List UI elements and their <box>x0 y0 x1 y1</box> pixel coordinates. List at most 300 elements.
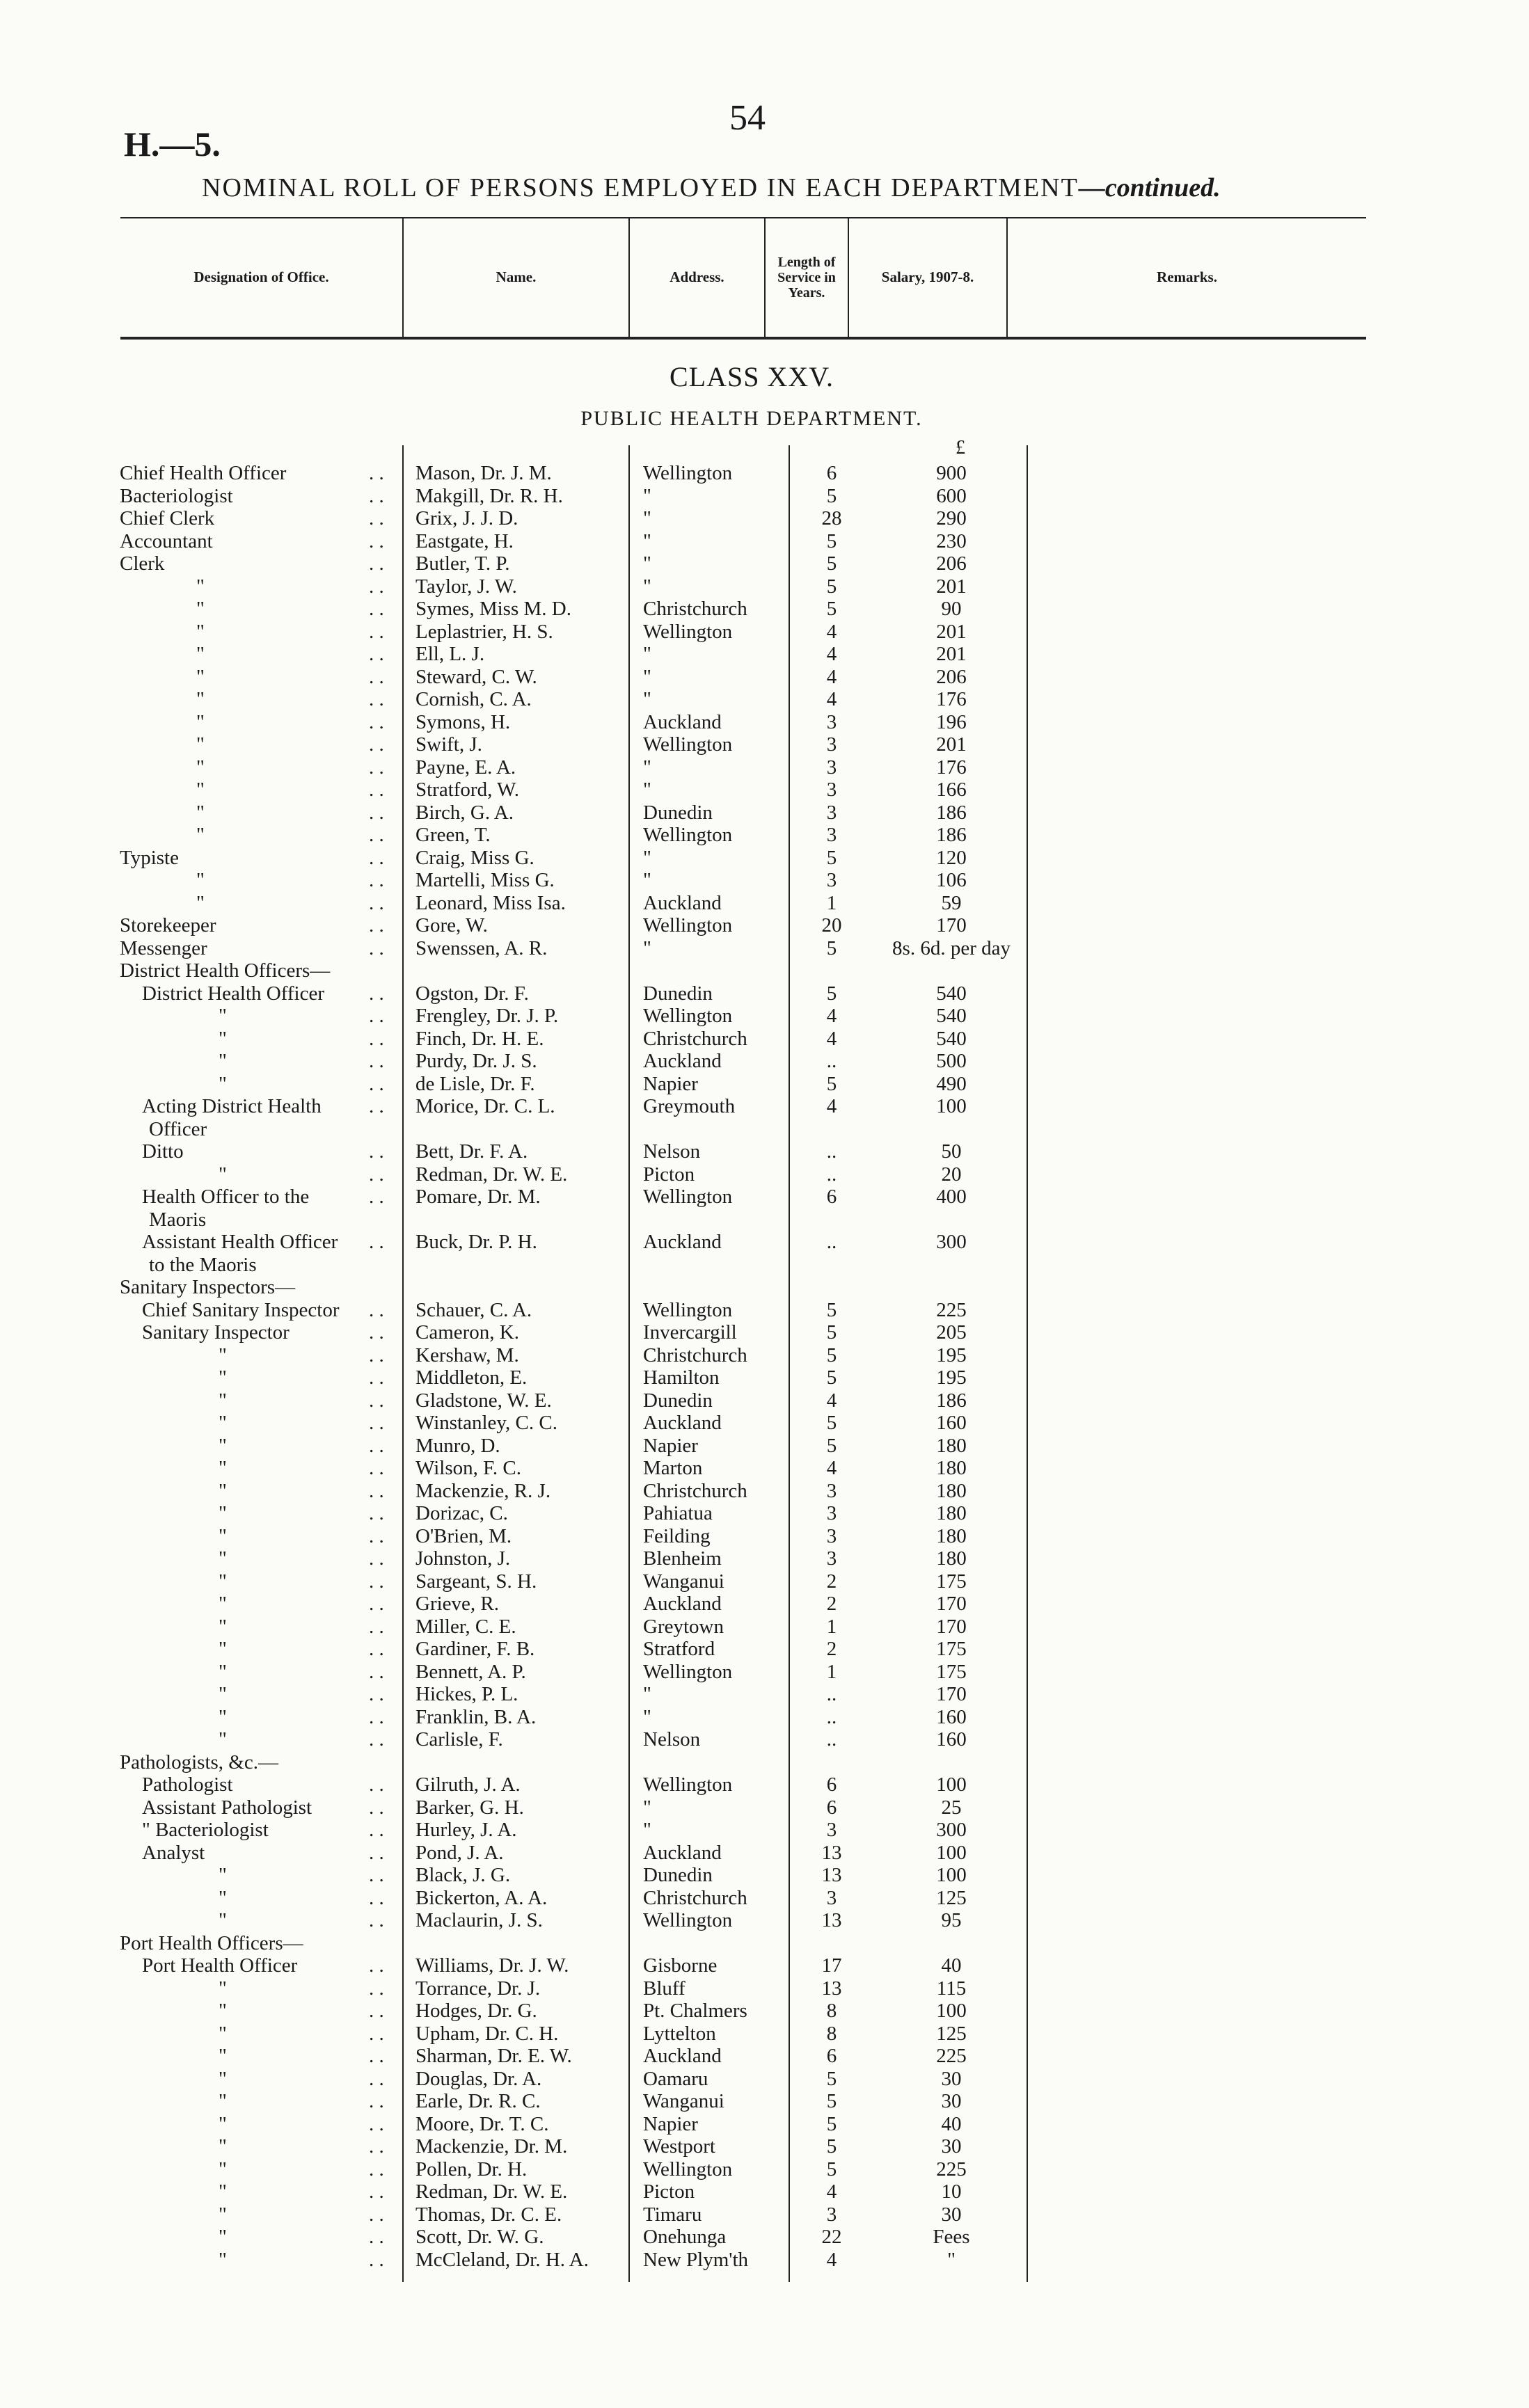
designation-cell: " <box>219 1705 227 1728</box>
salary-cell: 160 <box>936 1412 967 1434</box>
currency-symbol: £ <box>956 437 965 459</box>
name-cell: Franklin, B. A. <box>415 1705 537 1728</box>
leader-dots: . . <box>369 1186 384 1208</box>
address-cell: Napier <box>643 1434 698 1457</box>
name-cell: Bett, Dr. F. A. <box>415 1140 528 1163</box>
length-cell: 4 <box>826 1457 837 1479</box>
designation-cell-continued: Maoris <box>149 1208 207 1231</box>
salary-cell: 160 <box>936 1705 967 1728</box>
length-cell: 5 <box>826 1412 837 1434</box>
length-cell: 6 <box>826 462 837 484</box>
address-cell: Auckland <box>643 1841 722 1864</box>
name-cell: Butler, T. P. <box>415 552 510 575</box>
leader-dots: . . <box>369 1660 384 1683</box>
leader-dots: . . <box>369 914 384 936</box>
designation-cell: " <box>219 1977 227 2000</box>
name-cell: Pond, J. A. <box>415 1841 504 1864</box>
name-cell: Upham, Dr. C. H. <box>415 2022 559 2045</box>
designation-cell: " <box>219 1050 227 1072</box>
address-cell: " <box>643 575 651 598</box>
name-cell: Williams, Dr. J. W. <box>415 1954 569 1977</box>
designation-cell: Health Officer to the <box>142 1186 310 1208</box>
length-cell: 13 <box>821 1841 842 1864</box>
name-cell: Miller, C. E. <box>415 1615 516 1638</box>
designation-cell: " <box>219 1389 227 1412</box>
name-cell: McCleland, Dr. H. A. <box>415 2248 589 2271</box>
address-cell: Wellington <box>643 733 733 756</box>
address-cell: Oamaru <box>643 2067 708 2090</box>
salary-cell: 176 <box>936 688 967 710</box>
salary-cell: Fees <box>933 2226 970 2248</box>
leader-dots: . . <box>369 733 384 756</box>
salary-cell: 90 <box>941 598 962 620</box>
name-cell: Torrance, Dr. J. <box>415 1977 541 2000</box>
leader-dots: . . <box>369 1570 384 1593</box>
designation-cell: " <box>219 2022 227 2045</box>
address-cell: Westport <box>643 2135 715 2158</box>
leader-dots: . . <box>369 598 384 620</box>
leader-dots: . . <box>369 1773 384 1796</box>
designation-cell: District Health Officers— <box>120 959 331 982</box>
name-cell: Mackenzie, Dr. M. <box>415 2135 568 2158</box>
name-cell: Moore, Dr. T. C. <box>415 2112 549 2135</box>
salary-cell: 175 <box>936 1570 967 1593</box>
address-cell: Wanganui <box>643 1570 724 1593</box>
salary-cell: 201 <box>936 620 967 643</box>
leader-dots: . . <box>369 1841 384 1864</box>
designation-cell: Chief Clerk <box>120 507 215 529</box>
salary-cell: 180 <box>936 1502 967 1524</box>
length-cell: 4 <box>826 643 837 665</box>
address-cell: Dunedin <box>643 1389 713 1412</box>
designation-cell: " <box>219 1909 227 1931</box>
designation-cell: " <box>219 2000 227 2022</box>
salary-cell: 170 <box>936 1593 967 1615</box>
title-main: NOMINAL ROLL OF PERSONS EMPLOYED IN EACH DEPARTMENT <box>202 173 1079 202</box>
salary-cell: 8s. 6d. per day <box>892 936 1011 959</box>
leader-dots: . . <box>369 1728 384 1751</box>
address-cell: Wellington <box>643 2158 733 2180</box>
address-cell: Wellington <box>643 620 733 643</box>
designation-cell: Accountant <box>120 529 213 552</box>
designation-cell: Clerk <box>120 552 165 575</box>
leader-dots: . . <box>369 2022 384 2045</box>
designation-cell: " <box>219 1343 227 1366</box>
leader-dots: . . <box>369 1163 384 1186</box>
name-cell: Bickerton, A. A. <box>415 1886 548 1909</box>
col-length: Length of Service in Years. <box>777 255 836 301</box>
salary-cell: 196 <box>936 710 967 733</box>
salary-cell: 300 <box>936 1819 967 1841</box>
length-cell: 8 <box>826 2022 837 2045</box>
length-cell: 5 <box>826 1434 837 1457</box>
length-cell: 3 <box>826 824 837 846</box>
salary-cell: 160 <box>936 1728 967 1751</box>
salary-cell: 225 <box>936 1298 967 1321</box>
length-cell: 5 <box>826 982 837 1005</box>
designation-cell: " <box>196 891 205 914</box>
address-cell: " <box>643 529 651 552</box>
address-cell: Wellington <box>643 914 733 936</box>
leader-dots: . . <box>369 1502 384 1524</box>
address-cell: Nelson <box>643 1140 701 1163</box>
length-cell: 3 <box>826 1547 837 1570</box>
name-cell: Gardiner, F. B. <box>415 1638 535 1660</box>
address-cell: " <box>643 846 651 869</box>
leader-dots: . . <box>369 1479 384 1502</box>
length-cell: 6 <box>826 1186 837 1208</box>
salary-cell: 50 <box>941 1140 962 1163</box>
designation-cell: " <box>219 1027 227 1050</box>
designation-cell: " <box>219 2203 227 2226</box>
document-reference: H.—5. <box>124 125 221 164</box>
name-cell: Dorizac, C. <box>415 1502 508 1524</box>
name-cell: Carlisle, F. <box>415 1728 503 1751</box>
leader-dots: . . <box>369 936 384 959</box>
leader-dots: . . <box>369 1977 384 2000</box>
designation-cell: " <box>219 1502 227 1524</box>
name-cell: Symons, H. <box>415 710 511 733</box>
address-cell: Christchurch <box>643 1343 747 1366</box>
designation-cell: " <box>196 756 205 779</box>
salary-cell: 205 <box>936 1321 967 1343</box>
length-cell: 5 <box>826 1343 837 1366</box>
designation-cell: " <box>219 1570 227 1593</box>
length-cell: 3 <box>826 733 837 756</box>
leader-dots: . . <box>369 824 384 846</box>
name-cell: Morice, Dr. C. L. <box>415 1095 555 1117</box>
name-cell: Makgill, Dr. R. H. <box>415 484 563 507</box>
salary-cell: 100 <box>936 1095 967 1117</box>
name-cell: Middleton, E. <box>415 1366 528 1389</box>
body-divider <box>628 445 630 2282</box>
length-cell: 5 <box>826 484 837 507</box>
designation-cell: " <box>219 1457 227 1479</box>
designation-cell: " <box>219 2226 227 2248</box>
leader-dots: . . <box>369 1547 384 1570</box>
name-cell: Buck, Dr. P. H. <box>415 1231 537 1253</box>
designation-cell: " <box>219 2045 227 2067</box>
length-cell: 5 <box>826 529 837 552</box>
length-cell: 13 <box>821 1909 842 1931</box>
name-cell: Thomas, Dr. C. E. <box>415 2203 562 2226</box>
salary-cell: 170 <box>936 1683 967 1705</box>
name-cell: de Lisle, Dr. F. <box>415 1072 535 1095</box>
length-cell: 5 <box>826 1298 837 1321</box>
length-cell: 2 <box>826 1638 837 1660</box>
address-cell: Feilding <box>643 1524 711 1547</box>
address-cell: Timaru <box>643 2203 702 2226</box>
page-title <box>202 173 1221 203</box>
leader-dots: . . <box>369 710 384 733</box>
leader-dots: . . <box>369 2112 384 2135</box>
length-cell: 4 <box>826 2180 837 2203</box>
length-cell: 1 <box>826 891 837 914</box>
designation-cell: " <box>219 1728 227 1751</box>
table-header <box>120 217 1366 340</box>
col-address: Address. <box>670 269 724 286</box>
length-cell: 5 <box>826 846 837 869</box>
col-remarks: Remarks. <box>1157 269 1217 286</box>
leader-dots: . . <box>369 1412 384 1434</box>
designation-cell: " <box>196 779 205 801</box>
salary-cell: 225 <box>936 2045 967 2067</box>
name-cell: Hurley, J. A. <box>415 1819 517 1841</box>
address-cell: Wanganui <box>643 2090 724 2112</box>
address-cell: " <box>643 936 651 959</box>
leader-dots: . . <box>369 2090 384 2112</box>
length-cell: 3 <box>826 2203 837 2226</box>
name-cell: Gore, W. <box>415 914 488 936</box>
name-cell: Payne, E. A. <box>415 756 516 779</box>
leader-dots: . . <box>369 1050 384 1072</box>
leader-dots: . . <box>369 1683 384 1705</box>
salary-cell: 900 <box>936 462 967 484</box>
length-cell: 28 <box>821 507 842 529</box>
designation-cell: " Bacteriologist <box>142 1819 269 1841</box>
address-cell: Pahiatua <box>643 1502 713 1524</box>
length-cell: .. <box>826 1728 837 1751</box>
designation-cell: " <box>219 2135 227 2158</box>
leader-dots: . . <box>369 779 384 801</box>
length-cell: 4 <box>826 1095 837 1117</box>
address-cell: " <box>643 507 651 529</box>
salary-cell: 100 <box>936 2000 967 2022</box>
name-cell: Mackenzie, R. J. <box>415 1479 551 1502</box>
name-cell: Maclaurin, J. S. <box>415 1909 543 1931</box>
name-cell: Earle, Dr. R. C. <box>415 2090 541 2112</box>
address-cell: Hamilton <box>643 1366 720 1389</box>
header-divider <box>1006 218 1008 337</box>
name-cell: Pomare, Dr. M. <box>415 1186 541 1208</box>
length-cell: 17 <box>821 1954 842 1977</box>
salary-cell: 176 <box>936 756 967 779</box>
designation-cell: " <box>219 1886 227 1909</box>
header-divider <box>402 218 404 337</box>
designation-cell: Analyst <box>142 1841 205 1864</box>
salary-cell: 30 <box>941 2135 962 2158</box>
leader-dots: . . <box>369 643 384 665</box>
designation-cell: " <box>219 1660 227 1683</box>
salary-cell: 125 <box>936 2022 967 2045</box>
leader-dots: . . <box>369 1095 384 1117</box>
salary-cell: 290 <box>936 507 967 529</box>
name-cell: Johnston, J. <box>415 1547 511 1570</box>
designation-cell: Assistant Pathologist <box>142 1796 312 1819</box>
leader-dots: . . <box>369 1366 384 1389</box>
salary-cell: 201 <box>936 643 967 665</box>
leader-dots: . . <box>369 1705 384 1728</box>
leader-dots: . . <box>369 801 384 824</box>
salary-cell: 230 <box>936 529 967 552</box>
leader-dots: . . <box>369 1615 384 1638</box>
length-cell: 5 <box>826 575 837 598</box>
name-cell: Sharman, Dr. E. W. <box>415 2045 572 2067</box>
length-cell: 5 <box>826 2067 837 2090</box>
address-cell: Christchurch <box>643 1886 747 1909</box>
address-cell: Christchurch <box>643 598 747 620</box>
length-cell: 13 <box>821 1864 842 1886</box>
leader-dots: . . <box>369 1909 384 1931</box>
designation-cell: " <box>219 1412 227 1434</box>
salary-cell: 115 <box>936 1977 967 2000</box>
address-cell: Wellington <box>643 824 733 846</box>
salary-cell: 206 <box>936 665 967 688</box>
length-cell: 3 <box>826 1524 837 1547</box>
leader-dots: . . <box>369 891 384 914</box>
leader-dots: . . <box>369 756 384 779</box>
address-cell: Auckland <box>643 1593 722 1615</box>
name-cell: Cameron, K. <box>415 1321 519 1343</box>
leader-dots: . . <box>369 2226 384 2248</box>
address-cell: Gisborne <box>643 1954 718 1977</box>
header-divider <box>628 218 630 337</box>
designation-cell: " <box>196 620 205 643</box>
name-cell: Grieve, R. <box>415 1593 499 1615</box>
designation-cell: " <box>219 2158 227 2180</box>
address-cell: Wellington <box>643 1005 733 1027</box>
address-cell: " <box>643 688 651 710</box>
leader-dots: . . <box>369 2203 384 2226</box>
designation-cell: Storekeeper <box>120 914 216 936</box>
leader-dots: . . <box>369 982 384 1005</box>
length-cell: 4 <box>826 1005 837 1027</box>
length-cell: 2 <box>826 1593 837 1615</box>
leader-dots: . . <box>369 1886 384 1909</box>
leader-dots: . . <box>369 1638 384 1660</box>
address-cell: " <box>643 665 651 688</box>
name-cell: Taylor, J. W. <box>415 575 517 598</box>
designation-cell: " <box>219 1005 227 1027</box>
salary-cell: 30 <box>941 2203 962 2226</box>
leader-dots: . . <box>369 1954 384 1977</box>
name-cell: Purdy, Dr. J. S. <box>415 1050 537 1072</box>
length-cell: 6 <box>826 1773 837 1796</box>
body-divider <box>1027 445 1028 2282</box>
address-cell: Wellington <box>643 1660 733 1683</box>
length-cell: 5 <box>826 598 837 620</box>
department-heading: PUBLIC HEALTH DEPARTMENT. <box>580 407 923 430</box>
designation-cell: " <box>196 598 205 620</box>
name-cell: Redman, Dr. W. E. <box>415 2180 568 2203</box>
length-cell: 4 <box>826 620 837 643</box>
designation-cell: Chief Health Officer <box>120 462 287 484</box>
salary-cell: 540 <box>936 1005 967 1027</box>
address-cell: " <box>643 1819 651 1841</box>
salary-cell: 95 <box>941 1909 962 1931</box>
address-cell: Nelson <box>643 1728 701 1751</box>
designation-cell: Port Health Officer <box>142 1954 298 1977</box>
length-cell: 5 <box>826 552 837 575</box>
name-cell: Gladstone, W. E. <box>415 1389 552 1412</box>
address-cell: Auckland <box>643 891 722 914</box>
designation-cell: " <box>219 1615 227 1638</box>
salary-cell: 25 <box>941 1796 962 1819</box>
leader-dots: . . <box>369 665 384 688</box>
designation-cell: Port Health Officers— <box>120 1931 303 1954</box>
address-cell: Lyttelton <box>643 2022 716 2045</box>
col-salary: Salary, 1907-8. <box>881 269 974 286</box>
designation-cell: " <box>196 869 205 891</box>
length-cell: 3 <box>826 1819 837 1841</box>
address-cell: " <box>643 643 651 665</box>
address-cell: " <box>643 869 651 891</box>
salary-cell: 106 <box>936 869 967 891</box>
address-cell: Auckland <box>643 1412 722 1434</box>
designation-cell: " <box>219 1547 227 1570</box>
name-cell: Craig, Miss G. <box>415 846 534 869</box>
name-cell: Pollen, Dr. H. <box>415 2158 528 2180</box>
name-cell: Martelli, Miss G. <box>415 869 555 891</box>
salary-cell: 180 <box>936 1457 967 1479</box>
leader-dots: . . <box>369 2000 384 2022</box>
length-cell: 4 <box>826 665 837 688</box>
address-cell: Wellington <box>643 1186 733 1208</box>
body-divider <box>402 445 404 2282</box>
address-cell: Auckland <box>643 710 722 733</box>
name-cell: Leonard, Miss Isa. <box>415 891 566 914</box>
leader-dots: . . <box>369 1005 384 1027</box>
address-cell: Bluff <box>643 1977 686 2000</box>
length-cell: 20 <box>821 914 842 936</box>
length-cell: 5 <box>826 1321 837 1343</box>
designation-cell: Pathologist <box>142 1773 233 1796</box>
length-cell: 3 <box>826 1479 837 1502</box>
length-cell: 5 <box>826 2112 837 2135</box>
length-cell: .. <box>826 1140 837 1163</box>
class-heading: CLASS XXV. <box>670 361 834 392</box>
leader-dots: . . <box>369 1593 384 1615</box>
name-cell: Birch, G. A. <box>415 801 514 824</box>
name-cell: Douglas, Dr. A. <box>415 2067 542 2090</box>
name-cell: Gilruth, J. A. <box>415 1773 521 1796</box>
address-cell: Christchurch <box>643 1479 747 1502</box>
designation-cell: " <box>219 1163 227 1186</box>
salary-cell: 490 <box>936 1072 967 1095</box>
designation-cell: Bacteriologist <box>120 484 233 507</box>
length-cell: .. <box>826 1705 837 1728</box>
length-cell: .. <box>826 1050 837 1072</box>
name-cell: Eastgate, H. <box>415 529 514 552</box>
designation-cell: " <box>219 1072 227 1095</box>
address-cell: Pt. Chalmers <box>643 2000 747 2022</box>
address-cell: Auckland <box>643 1231 722 1253</box>
salary-cell: 40 <box>941 1954 962 1977</box>
designation-cell-continued: to the Maoris <box>149 1253 257 1276</box>
leader-dots: . . <box>369 1819 384 1841</box>
salary-cell: 225 <box>936 2158 967 2180</box>
name-cell: Winstanley, C. C. <box>415 1412 557 1434</box>
address-cell: Blenheim <box>643 1547 722 1570</box>
leader-dots: . . <box>369 552 384 575</box>
salary-cell: 170 <box>936 914 967 936</box>
salary-cell: 180 <box>936 1434 967 1457</box>
name-cell: Frengley, Dr. J. P. <box>415 1005 559 1027</box>
designation-cell: Acting District Health <box>142 1095 322 1117</box>
salary-cell: 300 <box>936 1231 967 1253</box>
designation-cell: " <box>196 665 205 688</box>
length-cell: 6 <box>826 2045 837 2067</box>
leader-dots: . . <box>369 2158 384 2180</box>
salary-cell: 206 <box>936 552 967 575</box>
address-cell: " <box>643 1796 651 1819</box>
salary-cell: " <box>947 2248 956 2271</box>
designation-cell: " <box>196 801 205 824</box>
address-cell: Greytown <box>643 1615 724 1638</box>
length-cell: 6 <box>826 1796 837 1819</box>
designation-cell: Sanitary Inspector <box>142 1321 290 1343</box>
length-cell: 3 <box>826 801 837 824</box>
